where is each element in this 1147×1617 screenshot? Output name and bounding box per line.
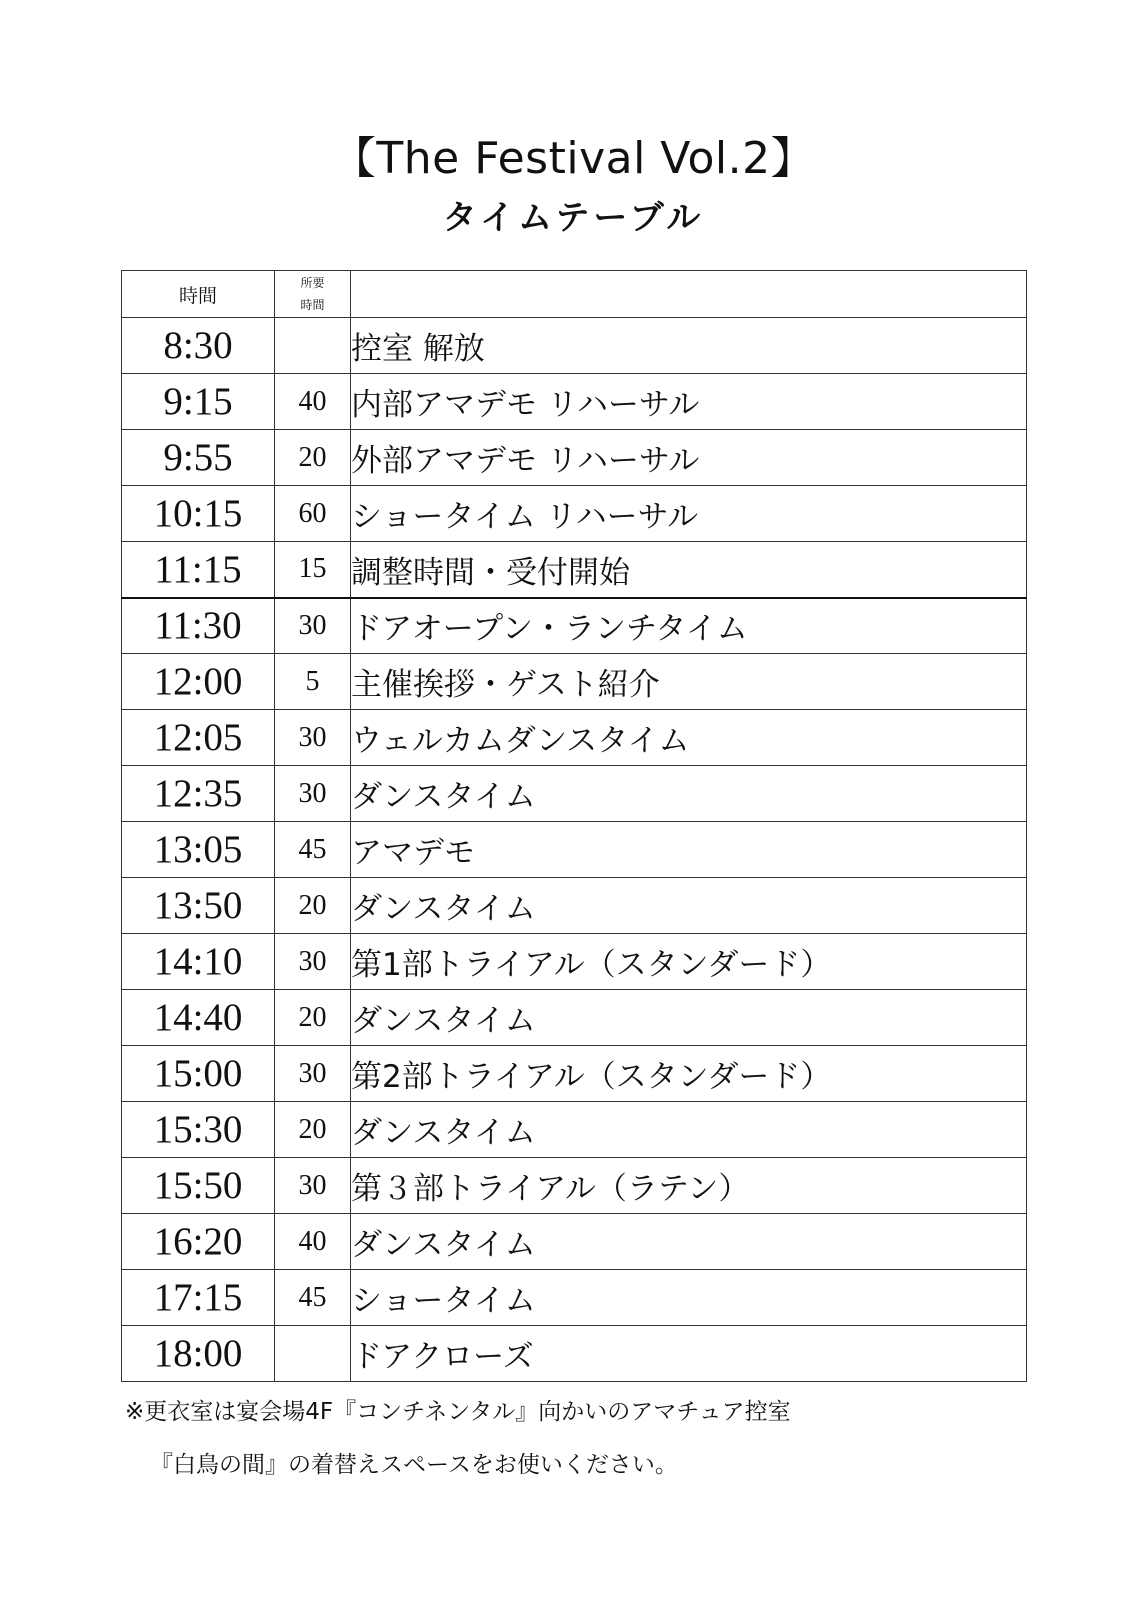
row-duration: 20 xyxy=(275,878,351,934)
row-time: 10:15 xyxy=(122,486,275,542)
table-row xyxy=(122,542,1027,598)
row-duration: 30 xyxy=(275,766,351,822)
row-duration xyxy=(275,1326,351,1382)
row-time: 11:30 xyxy=(122,598,275,654)
row-activity: 第1部トライアル（スタンダード） xyxy=(351,934,1027,990)
table-row xyxy=(122,934,1027,990)
header-time: 時間 xyxy=(122,271,275,318)
header-activity xyxy=(351,271,1027,318)
row-activity: 第３部トライアル（ラテン） xyxy=(351,1158,1027,1214)
row-activity: 控室 解放 xyxy=(351,318,1027,374)
row-activity: 調整時間・受付開始 xyxy=(351,542,1027,598)
row-time: 15:00 xyxy=(122,1046,275,1102)
table-row xyxy=(122,990,1027,1046)
table-row xyxy=(122,430,1027,486)
table-row xyxy=(122,598,1027,654)
timetable xyxy=(121,270,1027,1382)
row-time: 9:55 xyxy=(122,430,275,486)
row-activity: 第2部トライアル（スタンダード） xyxy=(351,1046,1027,1102)
table-row xyxy=(122,822,1027,878)
header-duration xyxy=(275,271,351,318)
row-activity: 主催挨拶・ゲスト紹介 xyxy=(351,654,1027,710)
row-time: 8:30 xyxy=(122,318,275,374)
row-duration: 15 xyxy=(275,542,351,598)
row-activity: ダンスタイム xyxy=(351,878,1027,934)
row-time: 12:05 xyxy=(122,710,275,766)
row-time: 9:15 xyxy=(122,374,275,430)
table-row xyxy=(122,1158,1027,1214)
row-time: 15:50 xyxy=(122,1158,275,1214)
row-duration: 45 xyxy=(275,1270,351,1326)
row-duration: 30 xyxy=(275,1046,351,1102)
row-duration: 20 xyxy=(275,1102,351,1158)
row-duration: 20 xyxy=(275,430,351,486)
row-activity: ウェルカムダンスタイム xyxy=(351,710,1027,766)
row-time: 14:10 xyxy=(122,934,275,990)
row-duration: 30 xyxy=(275,710,351,766)
row-duration xyxy=(275,318,351,374)
row-time: 18:00 xyxy=(122,1326,275,1382)
timetable-header-row xyxy=(122,271,1027,318)
page-title: 【The Festival Vol.2】 xyxy=(331,133,816,184)
table-row xyxy=(122,1102,1027,1158)
changing-room-note-line2: 『白鳥の間』の着替えスペースをお使いください。 xyxy=(150,1452,678,1478)
page-subtitle: タイムテーブル xyxy=(442,198,705,238)
changing-room-note-line1: ※更衣室は宴会場4F『コンチネンタル』向かいのアマチュア控室 xyxy=(125,1399,791,1425)
row-activity: アマデモ xyxy=(351,822,1027,878)
row-duration: 5 xyxy=(275,654,351,710)
row-time: 14:40 xyxy=(122,990,275,1046)
row-duration: 60 xyxy=(275,486,351,542)
table-row xyxy=(122,1046,1027,1102)
header-duration-line1: 所要 xyxy=(300,276,325,290)
row-duration: 30 xyxy=(275,1158,351,1214)
row-activity: ショータイム リハーサル xyxy=(351,486,1027,542)
row-time: 12:00 xyxy=(122,654,275,710)
row-time: 13:05 xyxy=(122,822,275,878)
table-row xyxy=(122,486,1027,542)
row-duration: 40 xyxy=(275,1214,351,1270)
row-activity: ダンスタイム xyxy=(351,990,1027,1046)
row-time: 13:50 xyxy=(122,878,275,934)
table-row xyxy=(122,878,1027,934)
table-row xyxy=(122,1214,1027,1270)
row-time: 16:20 xyxy=(122,1214,275,1270)
row-time: 11:15 xyxy=(122,542,275,598)
table-row xyxy=(122,374,1027,430)
row-activity: ダンスタイム xyxy=(351,766,1027,822)
row-activity: 外部アマデモ リハーサル xyxy=(351,430,1027,486)
row-time: 12:35 xyxy=(122,766,275,822)
row-activity: ショータイム xyxy=(351,1270,1027,1326)
row-activity: ダンスタイム xyxy=(351,1102,1027,1158)
row-duration: 40 xyxy=(275,374,351,430)
row-duration: 30 xyxy=(275,598,351,654)
row-duration: 20 xyxy=(275,990,351,1046)
row-duration: 45 xyxy=(275,822,351,878)
row-activity: 内部アマデモ リハーサル xyxy=(351,374,1027,430)
row-duration: 30 xyxy=(275,934,351,990)
row-time: 17:15 xyxy=(122,1270,275,1326)
row-time: 15:30 xyxy=(122,1102,275,1158)
table-row xyxy=(122,654,1027,710)
row-activity: ダンスタイム xyxy=(351,1214,1027,1270)
row-activity: ドアクローズ xyxy=(351,1326,1027,1382)
header-duration-line2: 時間 xyxy=(300,298,325,312)
table-row xyxy=(122,710,1027,766)
row-activity: ドアオープン・ランチタイム xyxy=(351,598,1027,654)
table-row xyxy=(122,1270,1027,1326)
table-row xyxy=(122,318,1027,374)
table-row xyxy=(122,1326,1027,1382)
table-row xyxy=(122,766,1027,822)
